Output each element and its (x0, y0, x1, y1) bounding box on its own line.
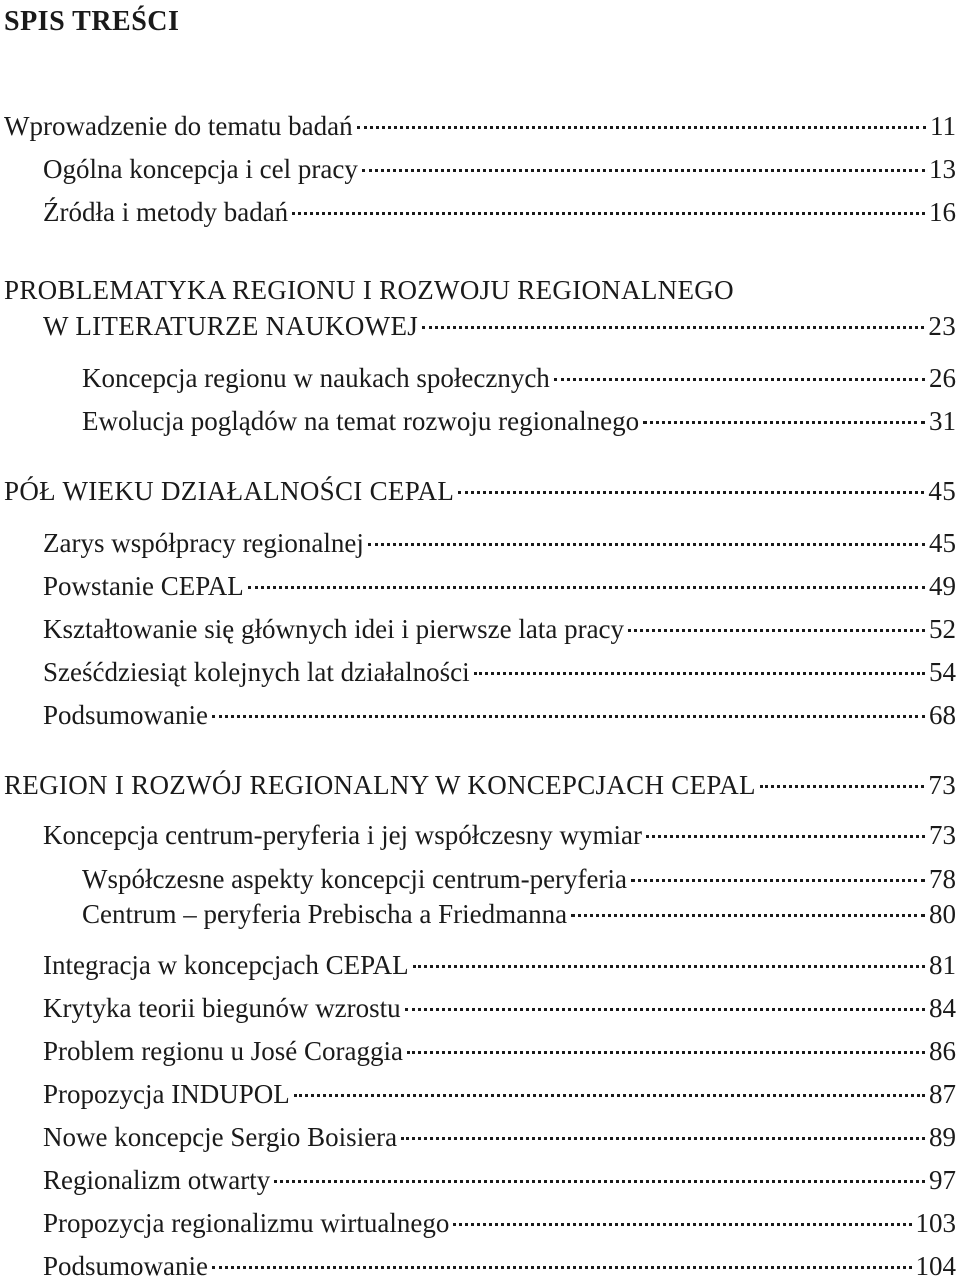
leader-dots (554, 378, 925, 381)
leader-dots (357, 126, 926, 129)
toc-entry-page: 73 (928, 770, 956, 800)
toc-entry-label: Sześćdziesiąt kolejnych lat działalności (43, 657, 470, 687)
toc-entry-page: 68 (929, 700, 956, 730)
leader-dots (631, 879, 925, 882)
toc-entry-label: Źródła i metody badań (43, 197, 289, 227)
toc-entry-label: PÓŁ WIEKU DZIAŁALNOŚCI CEPAL (4, 476, 455, 506)
leader-dots (405, 1008, 925, 1011)
toc-entry[interactable] (82, 863, 956, 895)
leader-dots (212, 715, 925, 718)
toc-entry-page: 81 (929, 950, 956, 980)
leader-dots (474, 672, 925, 675)
toc-entry[interactable] (82, 362, 956, 394)
leader-dots (292, 212, 925, 215)
leader-dots (368, 543, 925, 546)
toc-entry[interactable] (43, 1121, 956, 1153)
leader-dots (643, 421, 925, 424)
toc-entry[interactable] (43, 819, 956, 851)
toc-entry[interactable] (43, 1078, 956, 1110)
leader-dots (760, 785, 925, 788)
toc-entry[interactable] (4, 475, 956, 507)
toc-entry[interactable] (43, 699, 956, 731)
toc-entry-label: Centrum – peryferia Prebischa a Friedmanna (82, 899, 568, 929)
toc-entry[interactable] (82, 898, 956, 930)
leader-dots (422, 326, 924, 329)
toc-entry[interactable] (43, 949, 956, 981)
toc-entry-label: Problem regionu u José Coraggia (43, 1036, 403, 1066)
toc-entry[interactable] (43, 527, 956, 559)
toc-entry-label: Propozycja regionalizmu wirtualnego (43, 1208, 450, 1238)
leader-dots (248, 586, 925, 589)
toc-entry-label: Koncepcja centrum-peryferia i jej współczesny wymiar (43, 820, 642, 850)
toc-entry-page: 103 (915, 1208, 956, 1238)
leader-dots (407, 1051, 925, 1054)
toc-entry[interactable] (43, 1164, 956, 1196)
toc-entry-page: 54 (929, 657, 956, 687)
toc-entry-label: Podsumowanie (43, 1251, 208, 1281)
toc-entry-page: 23 (928, 311, 956, 341)
toc-entry-label: Wprowadzenie do tematu badań (4, 111, 353, 141)
toc-entry-page: 45 (928, 476, 956, 506)
toc-entry[interactable] (43, 310, 956, 342)
toc-entry-label: Zarys współpracy regionalnej (43, 528, 364, 558)
toc-entry-label: Nowe koncepcje Sergio Boisiera (43, 1122, 398, 1152)
page-title: SPIS TREŚCI (4, 6, 180, 37)
leader-dots (413, 965, 925, 968)
toc-entry-page: 52 (929, 614, 956, 644)
toc-entry-page: 86 (929, 1036, 956, 1066)
toc-entry-page: 80 (929, 899, 956, 929)
toc-entry-page: 97 (929, 1165, 956, 1195)
leader-dots (401, 1137, 925, 1140)
toc-entry-label: Krytyka teorii biegunów wzrostu (43, 993, 401, 1023)
leader-dots (294, 1094, 925, 1097)
toc-entry-page: 26 (929, 363, 956, 393)
toc-entry-label: REGION I ROZWÓJ REGIONALNY W KONCEPCJACH CEPAL (4, 770, 756, 800)
toc-entry-page: 104 (915, 1251, 956, 1281)
leader-dots (458, 491, 924, 494)
toc-entry-label: Integracja w koncepcjach CEPAL (43, 950, 409, 980)
toc-chapter-heading-line1: PROBLEMATYKA REGIONU I ROZWOJU REGIONALNEGO (4, 275, 734, 305)
leader-dots (628, 629, 925, 632)
toc-entry-page: 89 (929, 1122, 956, 1152)
toc-entry-page: 78 (929, 864, 956, 894)
toc-entry-page: 49 (929, 571, 956, 601)
toc-entry-label: Koncepcja regionu w naukach społecznych (82, 363, 550, 393)
toc-entry[interactable] (43, 656, 956, 688)
toc-entry-page: 11 (930, 111, 956, 141)
toc-entry-label: Podsumowanie (43, 700, 208, 730)
toc-entry-label: Ogólna koncepcja i cel pracy (43, 154, 358, 184)
toc-entry[interactable] (4, 769, 956, 801)
toc-entry-page: 73 (929, 820, 956, 850)
toc-entry[interactable] (43, 196, 956, 228)
leader-dots (453, 1223, 911, 1226)
toc-entry-page: 16 (929, 197, 956, 227)
toc-entry-label: Ewolucja poglądów na temat rozwoju regionalnego (82, 406, 640, 436)
leader-dots (571, 914, 925, 917)
toc-entry-page: 13 (929, 154, 956, 184)
toc-entry-page: 87 (929, 1079, 956, 1109)
toc-entry-label: Współczesne aspekty koncepcji centrum-peryferia (82, 864, 627, 894)
toc-entry[interactable] (43, 1250, 956, 1282)
leader-dots (646, 835, 925, 838)
toc-entry[interactable] (43, 613, 956, 645)
toc-entry[interactable] (82, 405, 956, 437)
toc-entry-page: 84 (929, 993, 956, 1023)
leader-dots (274, 1180, 925, 1183)
toc-entry-page: 45 (929, 528, 956, 558)
toc-entry-label: Regionalizm otwarty (43, 1165, 271, 1195)
toc-entry[interactable] (43, 153, 956, 185)
toc-entry[interactable] (43, 1035, 956, 1067)
toc-entry[interactable] (43, 1207, 956, 1239)
leader-dots (362, 169, 925, 172)
toc-entry-label: Powstanie CEPAL (43, 571, 244, 601)
toc-entry[interactable] (43, 570, 956, 602)
toc-entry[interactable] (43, 992, 956, 1024)
toc-entry-label: W LITERATURZE NAUKOWEJ (43, 311, 419, 341)
toc-entry-label: Propozycja INDUPOL (43, 1079, 290, 1109)
toc-entry-label: Kształtowanie się głównych idei i pierwsze lata pracy (43, 614, 625, 644)
toc-entry[interactable] (4, 110, 956, 142)
toc-entry-page: 31 (929, 406, 956, 436)
leader-dots (212, 1266, 912, 1269)
